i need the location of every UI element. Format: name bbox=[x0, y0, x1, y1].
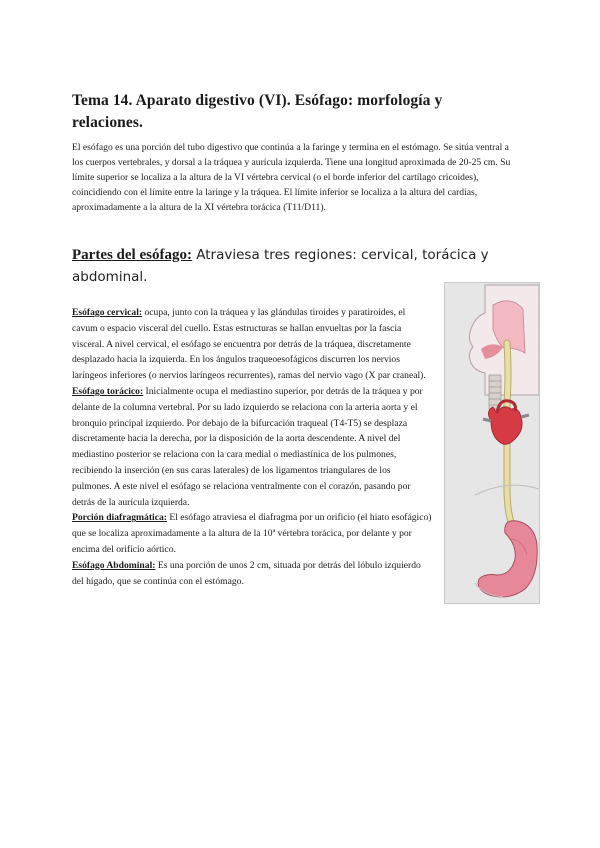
part-abdominal bbox=[72, 558, 432, 590]
anatomy-drawing bbox=[445, 283, 539, 603]
page-title: Tema 14. Aparato digestivo (VI). Esófago: morfología y relaciones. bbox=[72, 92, 443, 131]
part-label: Esófago Abdominal: bbox=[72, 559, 156, 571]
section-description: Atraviesa tres regiones: cervical, torácica y abdominal. bbox=[72, 247, 489, 285]
esophagus-anatomy-illustration bbox=[444, 282, 540, 604]
part-label: Esófago torácico: bbox=[72, 385, 144, 397]
section-heading bbox=[72, 247, 192, 263]
part-text: Inicialmente ocupa el mediastino superior, por detrás de la tráquea y por delante de la columna vertebral. Por su lado izquierdo se relaciona con la arteria aorta y el bronquio principal izquierdo. Por debajo de la bifurcación traqueal (T4-T5) se desplaza discretamente hacia la derecha, por la disposición de la aorta descendente. A nivel del mediastino posterior se relaciona con la cara medial o mediastínica de los pulmones, recibiendo la inserción (en sus caras laterales) de los ligamentos triangulares de los pulmones. A este nivel el esófago se relaciona ventralmente con el corazón, pasando por detrás de la aurícula izquierda. bbox=[72, 385, 423, 508]
part-label: Porción diafragmática: bbox=[72, 512, 167, 524]
part-thoracic bbox=[72, 384, 432, 510]
part-text: El esófago atraviesa el diafragma por un orificio (el hiato esofágico) que se localiza aproximadamente a la altura de la 10ª vértebra torácica, por delante y por encima del orificio aórtico. bbox=[72, 512, 432, 555]
section-heading-text: Partes del esófago: bbox=[72, 247, 192, 263]
part-cervical bbox=[72, 305, 432, 384]
parts-text-column bbox=[72, 305, 432, 589]
part-text: ocupa, junto con la tráquea y las glándulas tiroides y paratiroides, el cavum o espacio visceral del cuello. Estas estructuras se hallan envueltas por la fascia visceral. A nivel cervical, el esófago se encuentra por detrás de la tráquea, discretamente desplazado hacia la izquierda. En los ángulos traqueoesofágicos discurren los nervios laríngeos inferiores (o nervios laríngeos recurrentes), ramas del nervio vago (X par craneal). bbox=[72, 307, 426, 382]
part-diaphragmatic bbox=[72, 510, 432, 557]
part-label: Esófago cervical: bbox=[72, 307, 143, 318]
part-text: Es una porción de unos 2 cm, situada por detrás del lóbulo izquierdo del hígado, que se continúa con el estómago. bbox=[72, 559, 421, 587]
intro-paragraph: El esófago es una porción del tubo digestivo que continúa a la faringe y termina en el estómago. Se sitúa ventral a los cuerpos vertebrales, y dorsal a la tráquea y aurícula izquierda. Tiene una longitud aproximada de 20-25 cm. Su límite superior se localiza a la altura de la VI vértebra cervical (o el borde inferior del cartílago cricoides), coincidiendo con el límite entre la laringe y la tráquea. El límite inferior se localiza a la altura del cardias, aproximadamente a la altura de la XI vértebra torácica (T11/D11). bbox=[72, 142, 511, 213]
